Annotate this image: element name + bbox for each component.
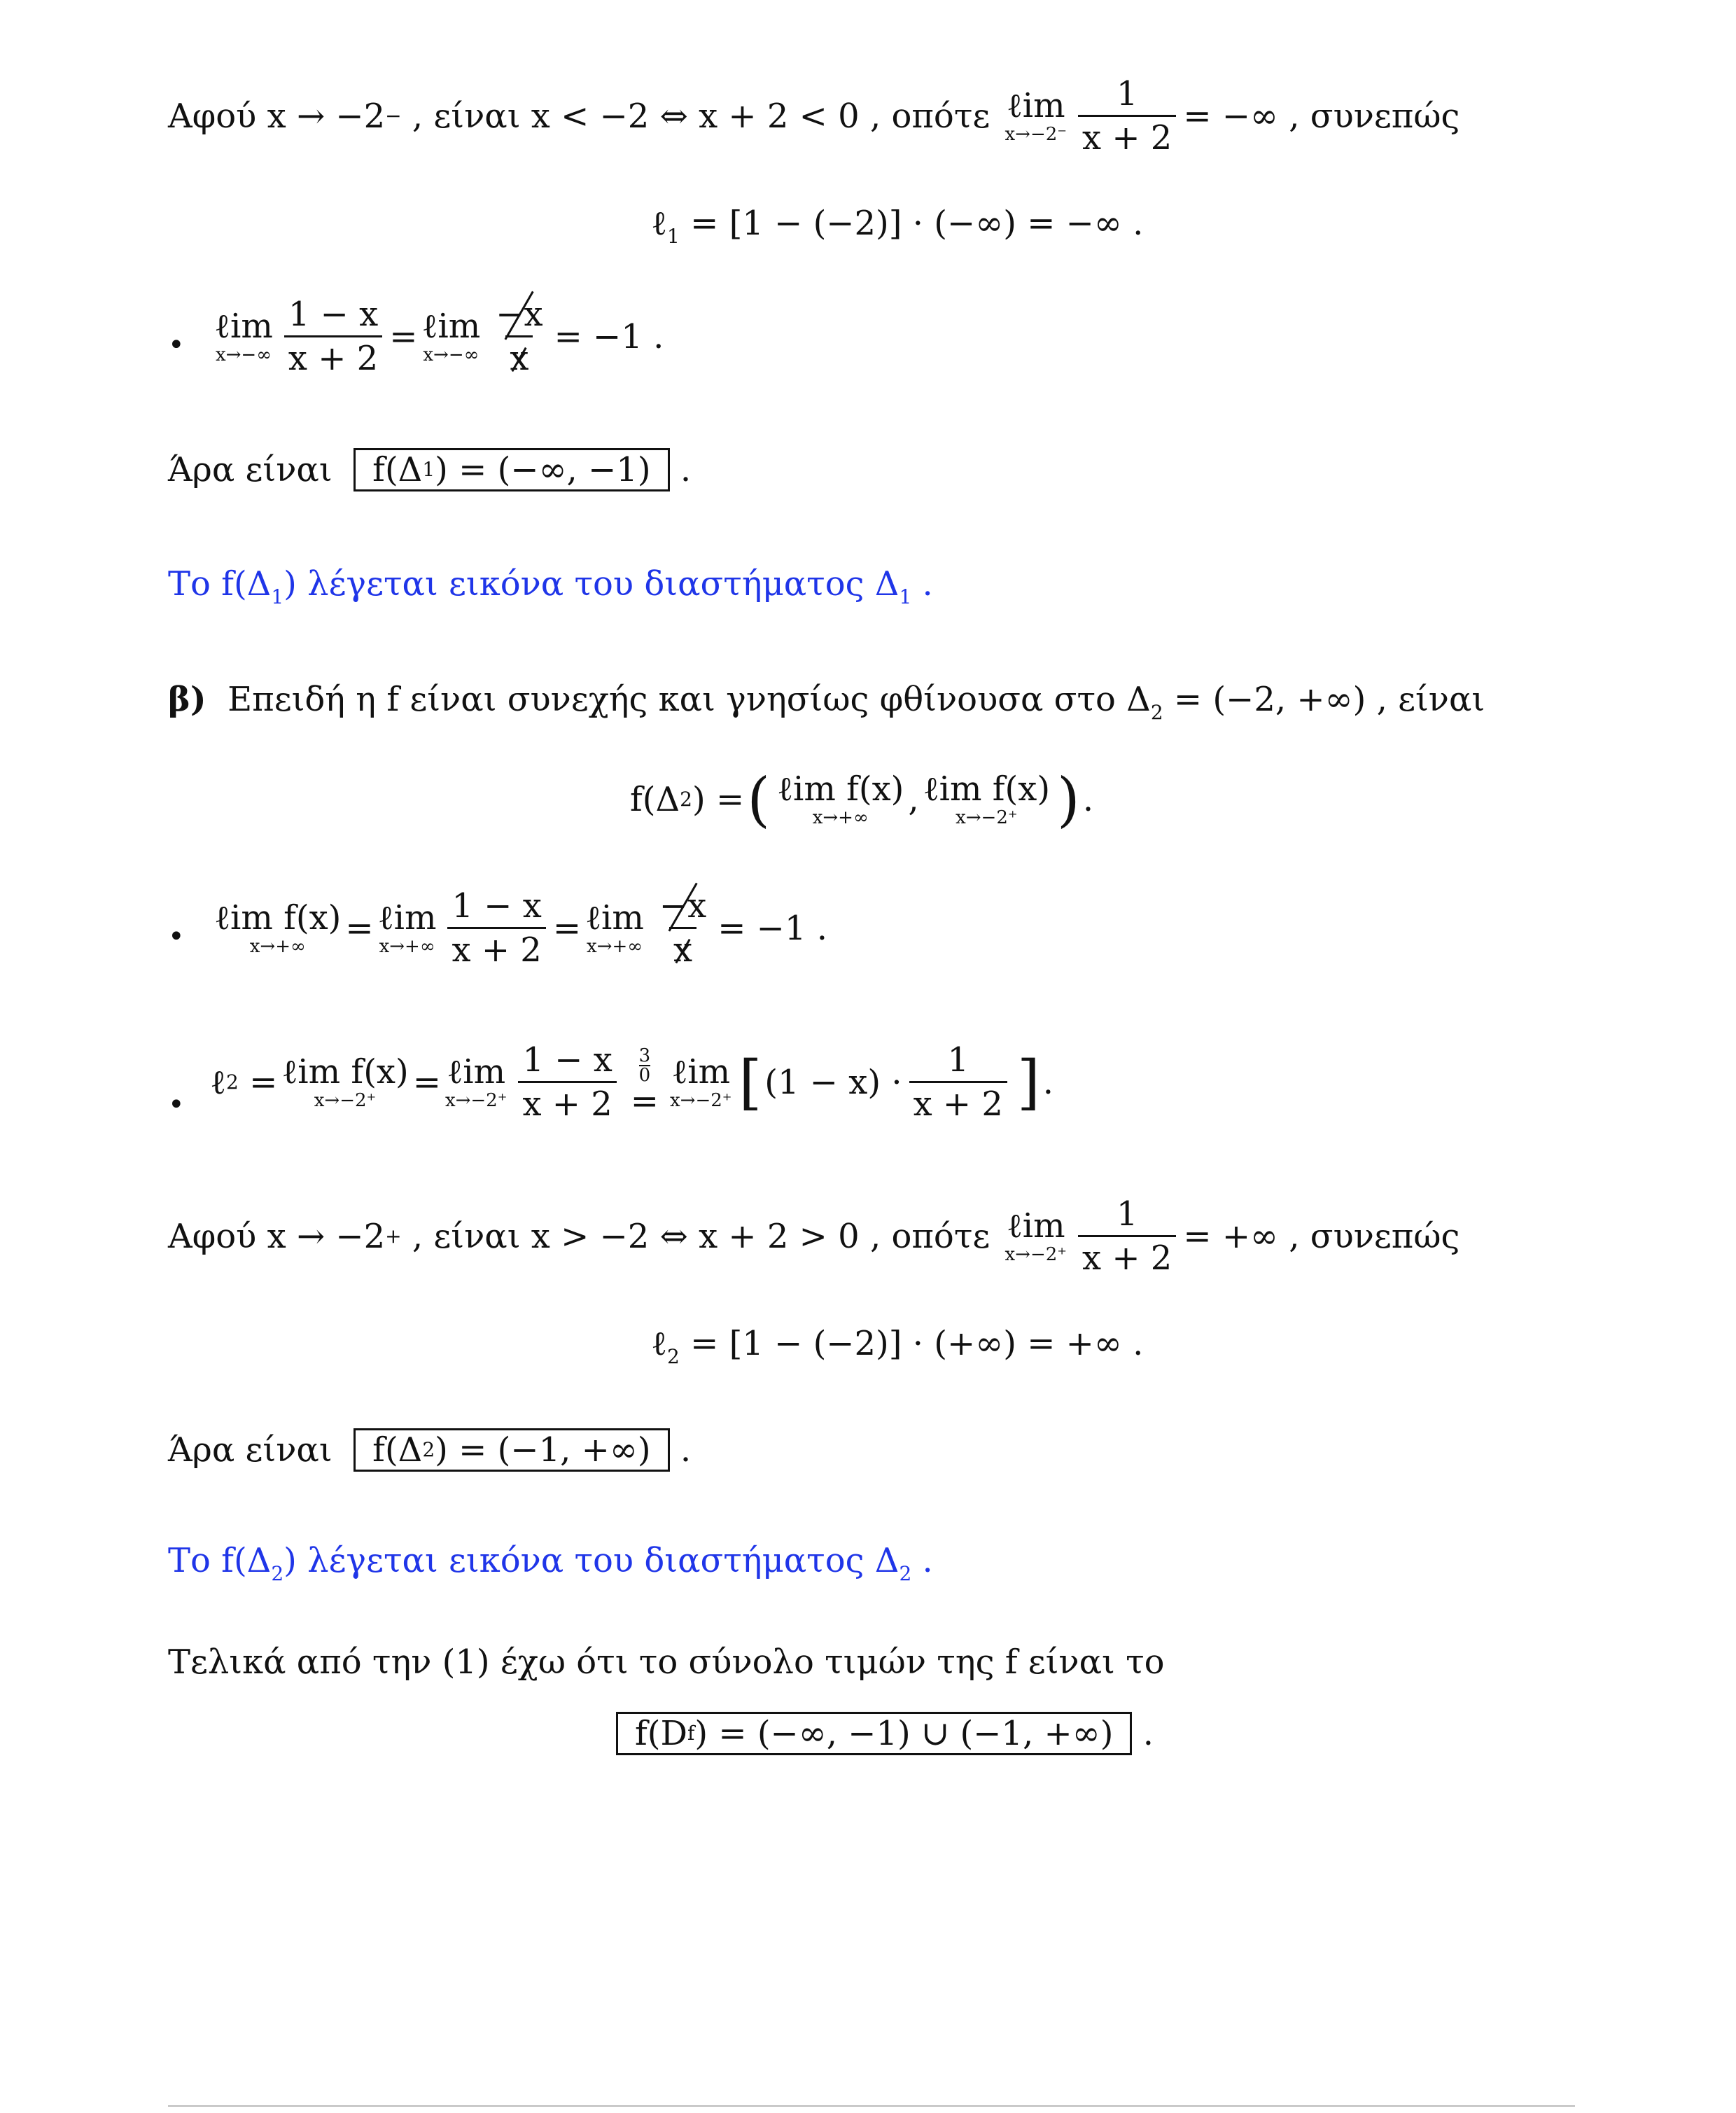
lim-label: ℓim [421, 306, 481, 346]
denominator: x + 2 [1078, 115, 1176, 155]
indeterminate-form: 3 0 = [630, 1045, 659, 1121]
equals: = [389, 316, 418, 356]
lim-subscript: x→−∞ [215, 344, 272, 365]
superscript: − [385, 104, 402, 127]
bullet: • [168, 329, 185, 361]
lim-subscript: x→−∞ [423, 344, 479, 365]
lim-label: ℓim [214, 306, 273, 346]
ell: ℓ [651, 204, 667, 243]
line-10: Αφού x → −2 + , είναι x > −2 ⇔ x + 2 > 0 , οπότε ℓim x→−2⁺ $\frac{1}{x + 2}$ = +∞ , συνεπώς [168, 1194, 1460, 1278]
final-result-box: f(D f ) = (−∞, −1) ∪ (−1, +∞) [616, 1712, 1132, 1755]
line-2 [651, 204, 1144, 248]
lim-subscript: x→−2⁻ [1004, 123, 1067, 145]
line-9: ℓ 2 = ℓim f(x) x→−2⁺ = ℓim x→−2⁺ $\frac{1 - x}{x + 2}$ 3 0 = ℓim x→−2⁺ [ (1 − x) · $\frac{1}{x + 2}$ ] . [210, 1040, 1054, 1124]
line-6: β) Επειδή η f είναι συνεχής και γνησίως φθίνουσα στο $\Delta_2 = (-2$, +∞) , είναι [168, 680, 1485, 724]
denominator: x [505, 335, 533, 375]
subscript: 1 [667, 225, 680, 248]
lim-label: ℓim f(x) [923, 769, 1051, 809]
period: . [680, 450, 692, 489]
lim-subscript: x→−2⁺ [955, 807, 1018, 828]
line-7: f(Δ 2 ) = ( ℓim f(x) x→+∞ , ℓim f(x) x→−2⁺ ) . [630, 765, 1094, 834]
line-14: Τελικά από την (1) έχω ότι το σύνολο τιμών της f είναι το [168, 1643, 1165, 1682]
line-8: ℓim f(x) x→+∞ = ℓim x→+∞ $\frac{1 - x}{x + 2}$ = ℓim x→+∞ $\frac{-x}{x}$ = −1 . [214, 886, 827, 970]
footer-rule [168, 2105, 1575, 2107]
lim-subscript: x→+∞ [812, 807, 869, 828]
result-box: f(Δ 1 ) = (−∞, −1) [354, 448, 669, 491]
text: Αφού x → −2 [168, 96, 386, 136]
line-4 [168, 448, 691, 491]
text: Άρα είναι [168, 450, 332, 489]
line-11: ℓ$_2$ = [1 − (−2)] · (+∞) = +∞ . [651, 1324, 1144, 1368]
line-3 [210, 295, 664, 378]
numerator: 1 − x [288, 295, 379, 334]
result-box: f(Δ 2 ) = (−1, +∞) [354, 1428, 669, 1472]
text: = −1 . [554, 316, 664, 356]
denominator: x + 2 [284, 335, 382, 375]
text: , είναι x < −2 ⇔ x + 2 < 0 , οπότε [412, 96, 990, 136]
line-13-note: Το $f(\Delta_2)$ λέγεται εικόνα του διαστήματος $\Delta_2$ . [168, 1541, 933, 1585]
line-15: f(D f ) = (−∞, −1) ∪ (−1, +∞) . [616, 1712, 1154, 1755]
bullet: • [168, 1089, 185, 1121]
numerator: 1 [1116, 74, 1138, 113]
bullet: • [168, 921, 185, 953]
lim-label: ℓim f(x) [776, 769, 904, 809]
line-12: Άρα είναι f(Δ 2 ) = (−1, +∞) . [168, 1428, 691, 1472]
item-label: β) [168, 680, 206, 719]
line-1 [168, 74, 1460, 158]
numerator: −x [496, 295, 543, 334]
equation: = [1 − (−2)] · (−∞) = −∞ . [690, 204, 1144, 243]
line-5-note: Το $f(\Delta_1)$ λέγεται εικόνα του διαστήματος $\Delta_1$ . [168, 564, 933, 608]
text: = −∞ , συνεπώς [1183, 96, 1460, 136]
lim-label: ℓim [1006, 85, 1065, 125]
